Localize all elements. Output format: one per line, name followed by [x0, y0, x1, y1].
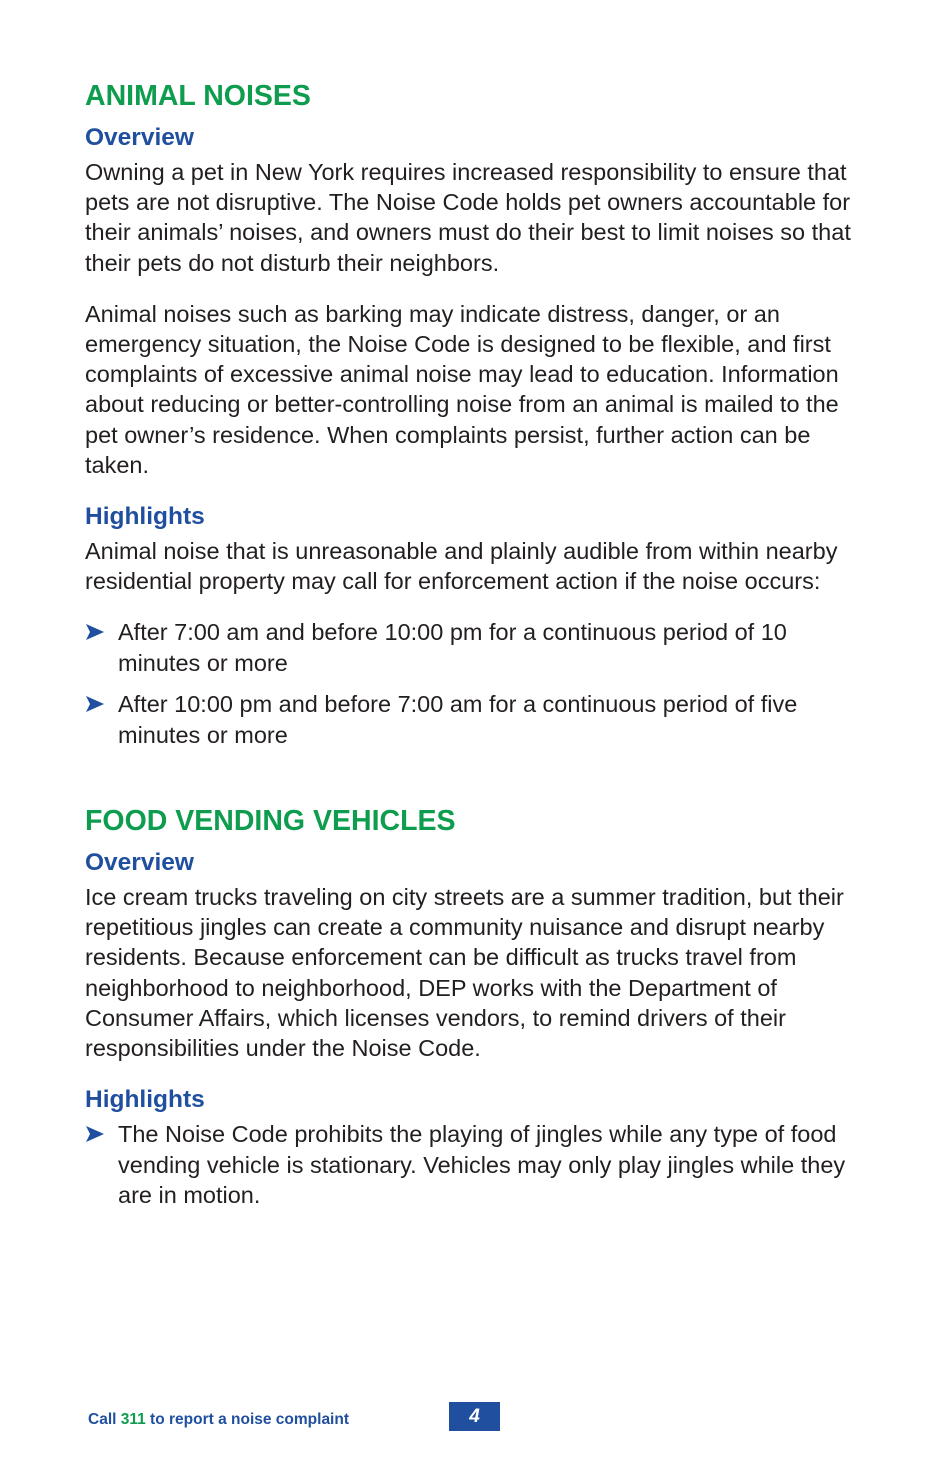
list-item-text: After 7:00 am and before 10:00 pm for a continuous period of 10 minutes or more [118, 619, 787, 676]
food-overview-paragraph: Ice cream trucks traveling on city streets are a summer tradition, but their repetitious jingles can create a community nuisance and disrupt nearby residents. Because enforcement can be difficult as trucks travel from neighborhood to neighborhood, DEP works with the Department of Consumer Affairs, which licenses vendors, to remind drivers of their responsibilities under the Noise Code. [85, 884, 844, 1062]
food-highlights-heading: Highlights [85, 1086, 205, 1114]
list-item [85, 617, 875, 678]
footer-call-text [88, 1410, 349, 1430]
list-item [85, 689, 875, 750]
animal-highlights-heading: Highlights [85, 503, 205, 531]
footer-call-suffix: to report a noise complaint [145, 1411, 349, 1428]
footer-call-number: 311 [120, 1411, 146, 1428]
food-vending-title: FOOD VENDING VEHICLES [85, 805, 456, 838]
food-highlights-list [85, 1119, 875, 1210]
animal-highlights-intro: Animal noise that is unreasonable and plainly audible from within nearby residential property may call for enforcement action if the noise occurs: [85, 538, 838, 595]
arrow-bullet-icon [85, 1125, 105, 1143]
page-number: 4 [449, 1402, 500, 1431]
animal-overview-paragraph-2: Animal noises such as barking may indicate distress, danger, or an emergency situation, the Noise Code is designed to be flexible, and first complaints of excessive animal noise may lead to education. Information about reducing or better-controlling noise from an animal is mailed to the pet owner’s residence. When complaints persist, further action can be taken. [85, 300, 839, 478]
page-content [85, 78, 875, 1211]
animal-overview-paragraph-1: Owning a pet in New York requires increased responsibility to ensure that pets are not disruptive. The Noise Code holds pet owners accountable for their animals’ noises, and owners must do their best to limit noises so that their pets do not disturb their neighbors. [85, 159, 851, 276]
arrow-bullet-icon [85, 695, 105, 713]
food-overview-heading: Overview [85, 849, 194, 877]
list-item-text: After 10:00 pm and before 7:00 am for a continuous period of five minutes or more [118, 691, 798, 748]
arrow-bullet-icon [85, 623, 105, 641]
list-item [85, 1119, 875, 1210]
animal-noises-title: ANIMAL NOISES [85, 80, 311, 112]
animal-overview-heading: Overview [85, 124, 194, 151]
list-item-text: The Noise Code prohibits the playing of jingles while any type of food vending vehicle is stationary. Vehicles may only play jingles while they are in motion. [118, 1121, 846, 1209]
animal-highlights-list [85, 617, 875, 750]
footer-call-prefix: Call [88, 1411, 121, 1428]
